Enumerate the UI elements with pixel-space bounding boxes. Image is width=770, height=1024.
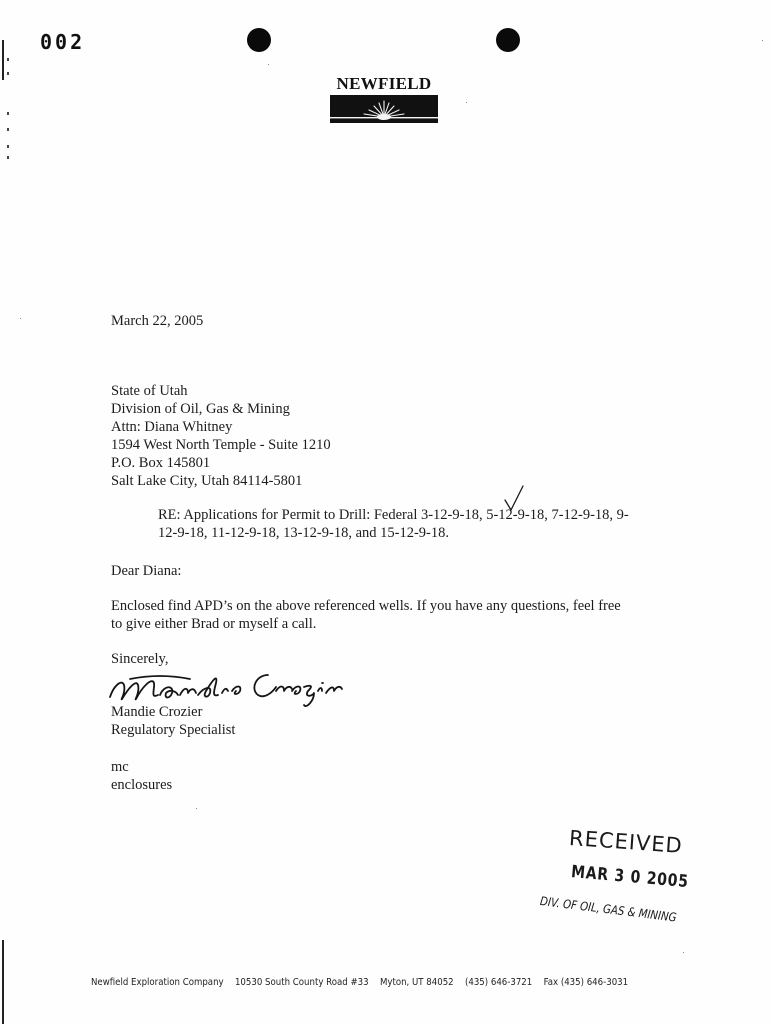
scan-speck [268, 64, 269, 65]
body-paragraph [111, 597, 671, 633]
recipient-line: Salt Lake City, Utah 84114-5801 [111, 473, 303, 489]
logo-name: NEWFIELD [336, 74, 432, 93]
recipient-line: 1594 West North Temple - Suite 1210 [111, 437, 331, 453]
body-line: to give either Brad or myself a call. [111, 616, 317, 632]
scan-mark [7, 128, 9, 131]
letter-date: March 22, 2005 [111, 313, 204, 329]
subject-reference [158, 506, 668, 542]
recipient-line: P.O. Box 145801 [111, 455, 211, 471]
recipient-line: Division of Oil, Gas & Mining [111, 401, 290, 417]
recipient-line: Attn: Diana Whitney [111, 419, 233, 435]
recipient-line: State of Utah [111, 383, 188, 399]
scan-mark [7, 156, 9, 159]
scan-speck [20, 318, 21, 319]
sunburst-icon [330, 95, 438, 123]
footer-address: 10530 South County Road #33 [234, 977, 369, 988]
received-stamp-label: RECEIVED [568, 826, 684, 858]
recipient-address [111, 382, 331, 490]
scan-speck [466, 102, 467, 103]
subject-line: RE: Applications for Permit to Drill: Federal 3-12-9-18, 5-12-9-18, 7-12-9-18, 9- [158, 507, 629, 523]
scan-mark [7, 72, 9, 75]
handwritten-checkmark [503, 484, 525, 518]
signer-name: Mandie Crozier [111, 704, 203, 720]
scan-mark [7, 112, 9, 115]
typist-initials: mc [111, 759, 129, 775]
scan-edge-bottom [2, 940, 4, 1024]
footer-fax: Fax (435) 646-3031 [543, 977, 629, 988]
punch-hole-right [496, 28, 520, 52]
scan-edge-top [2, 40, 4, 80]
signer-title: Regulatory Specialist [111, 722, 236, 738]
received-stamp-date: MAR 3 0 2005 [570, 862, 690, 893]
body-line: Enclosed find APD’s on the above referenced wells. If you have any questions, feel free [111, 598, 621, 614]
footer-city: Myton, UT 84052 [379, 977, 454, 988]
salutation: Dear Diana: [111, 563, 182, 579]
scan-mark [7, 145, 9, 148]
scan-speck [683, 952, 684, 953]
enclosures-note: enclosures [111, 777, 173, 793]
company-logo [330, 74, 438, 123]
scan-speck [762, 40, 763, 41]
footer-phone: (435) 646-3721 [464, 977, 533, 988]
scan-mark [7, 58, 9, 61]
subject-line: 12-9-18, 11-12-9-18, 13-12-9-18, and 15-12-9-18. [158, 525, 450, 541]
scan-speck [196, 808, 197, 809]
closing: Sincerely, [111, 651, 169, 667]
punch-hole-left [247, 28, 271, 52]
received-stamp-division: DIV. OF OIL, GAS & MINING [539, 894, 678, 925]
letterhead-footer [91, 977, 628, 988]
page-number: 002 [40, 30, 86, 54]
footer-company: Newfield Exploration Company [91, 977, 224, 988]
